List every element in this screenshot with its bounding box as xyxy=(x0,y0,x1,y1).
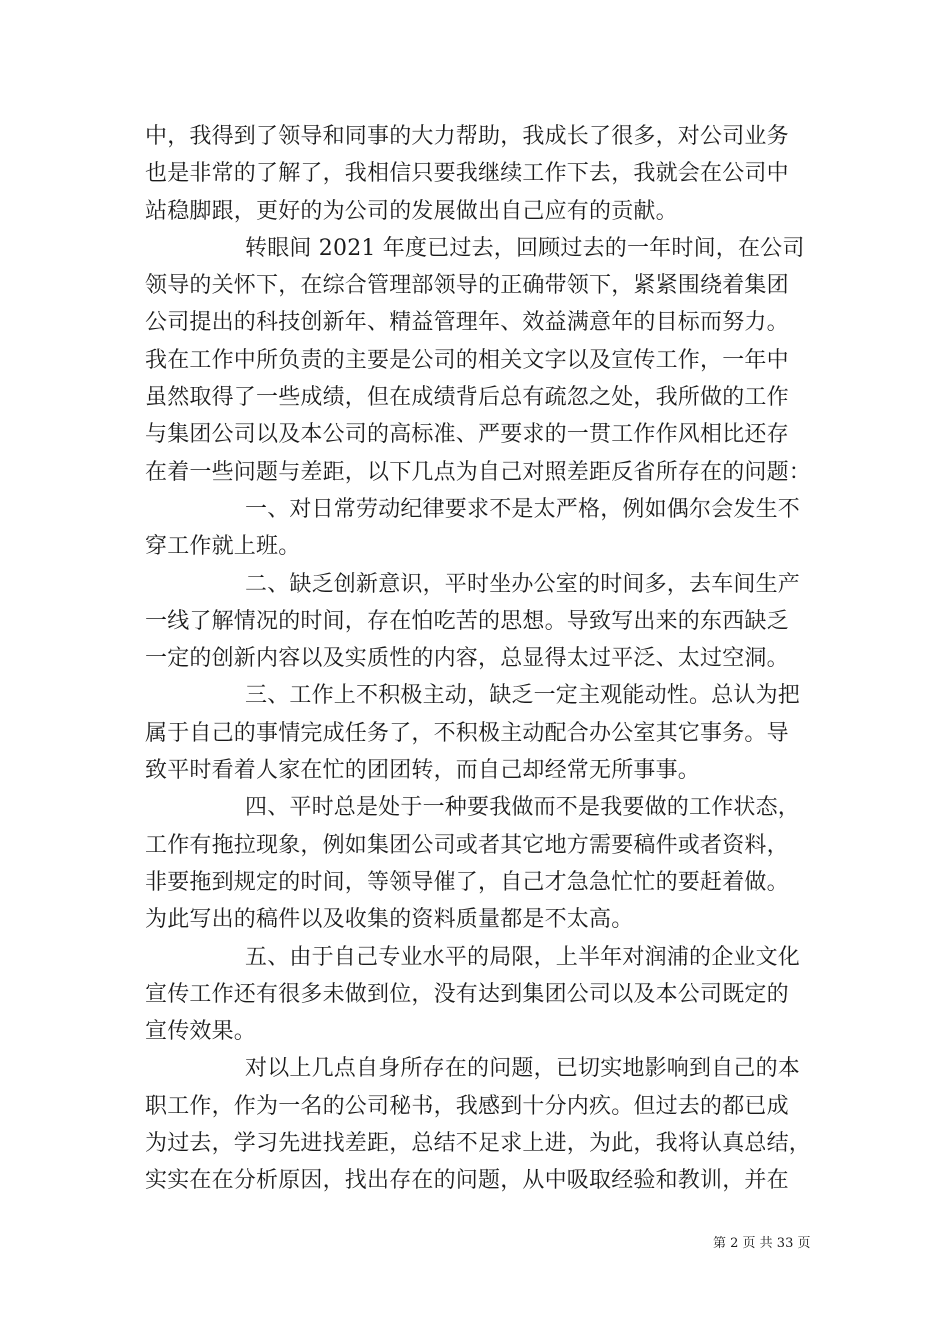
paragraph-first-line: 四、平时总是处于一种要我做而不是我要做的工作状态， xyxy=(245,795,801,821)
text-line: 我在工作中所负责的主要是公司的相关文字以及宣传工作，一年中 xyxy=(145,347,789,373)
text-line: 职工作，作为一名的公司秘书，我感到十分内疚。但过去的都已成 xyxy=(145,1093,789,1119)
text-line: 虽然取得了一些成绩，但在成绩背后总有疏忽之处，我所做的工作 xyxy=(145,385,789,411)
text-line: 非要拖到规定的时间，等领导催了，自己才急急忙忙的要赶着做。 xyxy=(145,869,789,895)
text-line: 宣传工作还有很多未做到位，没有达到集团公司以及本公司既定的 xyxy=(145,981,789,1007)
text-line: 一线了解情况的时间，存在怕吃苦的思想。导致写出来的东西缺乏 xyxy=(145,608,789,634)
text-line: 公司提出的科技创新年、精益管理年、效益满意年的目标而努力。 xyxy=(145,310,789,336)
page-number-footer: 第 2 页 共 33 页 xyxy=(713,1236,811,1251)
text-line: 为此写出的稿件以及收集的资料质量都是不太高。 xyxy=(145,907,634,933)
text-line: 一定的创新内容以及实质性的内容，总显得太过平泛、太过空洞。 xyxy=(145,646,789,672)
text-line: 致平时看着人家在忙的团团转，而自己却经常无所事事。 xyxy=(145,758,701,784)
paragraph-first-line: 三、工作上不积极主动，缺乏一定主观能动性。总认为把 xyxy=(245,683,801,709)
text-line: 宣传效果。 xyxy=(145,1019,257,1045)
text-line: 工作有拖拉现象，例如集团公司或者其它地方需要稿件或者资料， xyxy=(145,832,789,858)
text-line: 领导的关怀下，在综合管理部领导的正确带领下，紧紧围绕着集团 xyxy=(145,273,789,299)
text-line: 中，我得到了领导和同事的大力帮助，我成长了很多，对公司业务 xyxy=(145,124,789,149)
text-line: 为过去，学习先进找差距，总结不足求上进，为此，我将认真总结， xyxy=(145,1131,812,1157)
text-line: 站稳脚跟，更好的为公司的发展做出自己应有的贡献。 xyxy=(145,198,678,224)
text-line: 也是非常的了解了，我相信只要我继续工作下去，我就会在公司中 xyxy=(145,161,789,187)
text-line: 与集团公司以及本公司的高标准、严要求的一贯工作作风相比还存 xyxy=(145,422,789,448)
text-line: 实实在在分析原因，找出存在的问题，从中吸取经验和教训，并在 xyxy=(145,1168,789,1194)
document-body xyxy=(145,118,813,1200)
paragraph-first-line: 一、对日常劳动纪律要求不是太严格，例如偶尔会发生不 xyxy=(245,496,801,522)
text-line: 在着一些问题与差距，以下几点为自己对照差距反省所存在的问题： xyxy=(145,459,812,485)
text-line: 属于自己的事情完成任务了，不积极主动配合办公室其它事务。导 xyxy=(145,720,789,746)
text-line: 穿工作就上班。 xyxy=(145,534,301,560)
paragraph-first-line: 转眼间 2021 年度已过去，回顾过去的一年时间，在公司 xyxy=(245,235,805,261)
paragraph-first-line: 二、缺乏创新意识，平时坐办公室的时间多，去车间生产 xyxy=(245,571,801,597)
paragraph-first-line: 对以上几点自身所存在的问题，已切实地影响到自己的本 xyxy=(245,1056,801,1082)
paragraph-first-line: 五、由于自己专业水平的局限，上半年对润浦的企业文化 xyxy=(245,944,801,970)
